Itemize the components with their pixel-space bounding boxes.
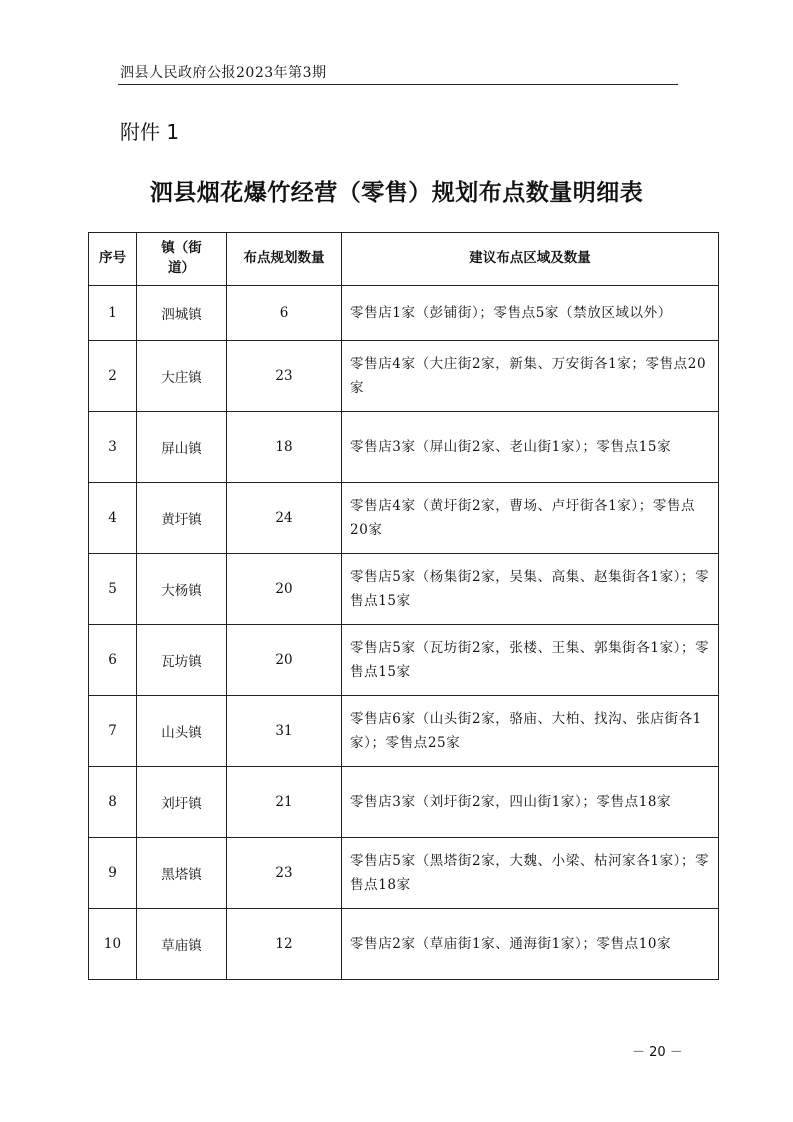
row-count: 23 [227, 341, 342, 412]
row-count: 18 [227, 412, 342, 483]
row-plan: 零售店4家（大庄街2家，新集、万安街各1家；零售点20家 [342, 341, 719, 412]
row-town: 刘圩镇 [137, 767, 227, 838]
row-plan: 零售店2家（草庙街1家、通海街1家）；零售点10家 [342, 909, 719, 980]
row-plan: 零售店3家（屏山街2家、老山街1家）；零售点15家 [342, 412, 719, 483]
row-plan: 零售店4家（黄圩街2家，曹场、卢圩街各1家）；零售点20家 [342, 483, 719, 554]
retail-outlet-table [88, 232, 719, 980]
row-count: 6 [227, 286, 342, 341]
row-plan: 零售店3家（刘圩街2家，四山街1家）；零售点18家 [342, 767, 719, 838]
table-row [89, 341, 719, 412]
row-count: 23 [227, 838, 342, 909]
document-title: 泗县烟花爆竹经营（零售）规划布点数量明细表 [149, 180, 644, 206]
row-plan: 零售店5家（黑塔街2家，大魏、小梁、枯河家各1家）；零售点18家 [342, 838, 719, 909]
row-count: 24 [227, 483, 342, 554]
row-no: 3 [89, 412, 137, 483]
row-no: 7 [89, 696, 137, 767]
row-no: 8 [89, 767, 137, 838]
column-header-no: 序号 [89, 233, 137, 286]
column-header-town: 镇（街道） [137, 233, 227, 286]
row-no: 10 [89, 909, 137, 980]
table-row [89, 767, 719, 838]
table-row [89, 838, 719, 909]
table-row [89, 625, 719, 696]
row-count: 31 [227, 696, 342, 767]
row-town: 山头镇 [137, 696, 227, 767]
row-count: 12 [227, 909, 342, 980]
row-count: 20 [227, 625, 342, 696]
row-town: 草庙镇 [137, 909, 227, 980]
row-no: 1 [89, 286, 137, 341]
table-header-row [89, 233, 719, 286]
table-row [89, 554, 719, 625]
table-row [89, 909, 719, 980]
row-plan: 零售店5家（瓦坊街2家，张楼、王集、郭集街各1家）；零售点15家 [342, 625, 719, 696]
row-town: 大杨镇 [137, 554, 227, 625]
row-town: 瓦坊镇 [137, 625, 227, 696]
table-row [89, 696, 719, 767]
row-no: 4 [89, 483, 137, 554]
running-header-title: 泗县人民政府公报2023年第3期 [120, 65, 327, 81]
row-town: 大庄镇 [137, 341, 227, 412]
row-no: 6 [89, 625, 137, 696]
table-row [89, 286, 719, 341]
page-number: － 20 － [632, 1045, 683, 1060]
table-row [89, 483, 719, 554]
row-no: 9 [89, 838, 137, 909]
row-plan: 零售店1家（彭铺街）；零售点5家（禁放区域以外） [342, 286, 719, 341]
row-plan: 零售店6家（山头街2家，骆庙、大柏、找沟、张店街各1家）；零售点25家 [342, 696, 719, 767]
row-town: 屏山镇 [137, 412, 227, 483]
row-no: 2 [89, 341, 137, 412]
table-row [89, 412, 719, 483]
column-header-plan: 建议布点区域及数量 [342, 233, 719, 286]
row-town: 黄圩镇 [137, 483, 227, 554]
row-count: 20 [227, 554, 342, 625]
row-town: 泗城镇 [137, 286, 227, 341]
column-header-count: 布点规划数量 [227, 233, 342, 286]
row-no: 5 [89, 554, 137, 625]
attachment-label: 附件 1 [120, 120, 180, 144]
header-rule [118, 84, 678, 85]
row-plan: 零售店5家（杨集街2家，吴集、高集、赵集街各1家）；零售点15家 [342, 554, 719, 625]
row-town: 黑塔镇 [137, 838, 227, 909]
row-count: 21 [227, 767, 342, 838]
